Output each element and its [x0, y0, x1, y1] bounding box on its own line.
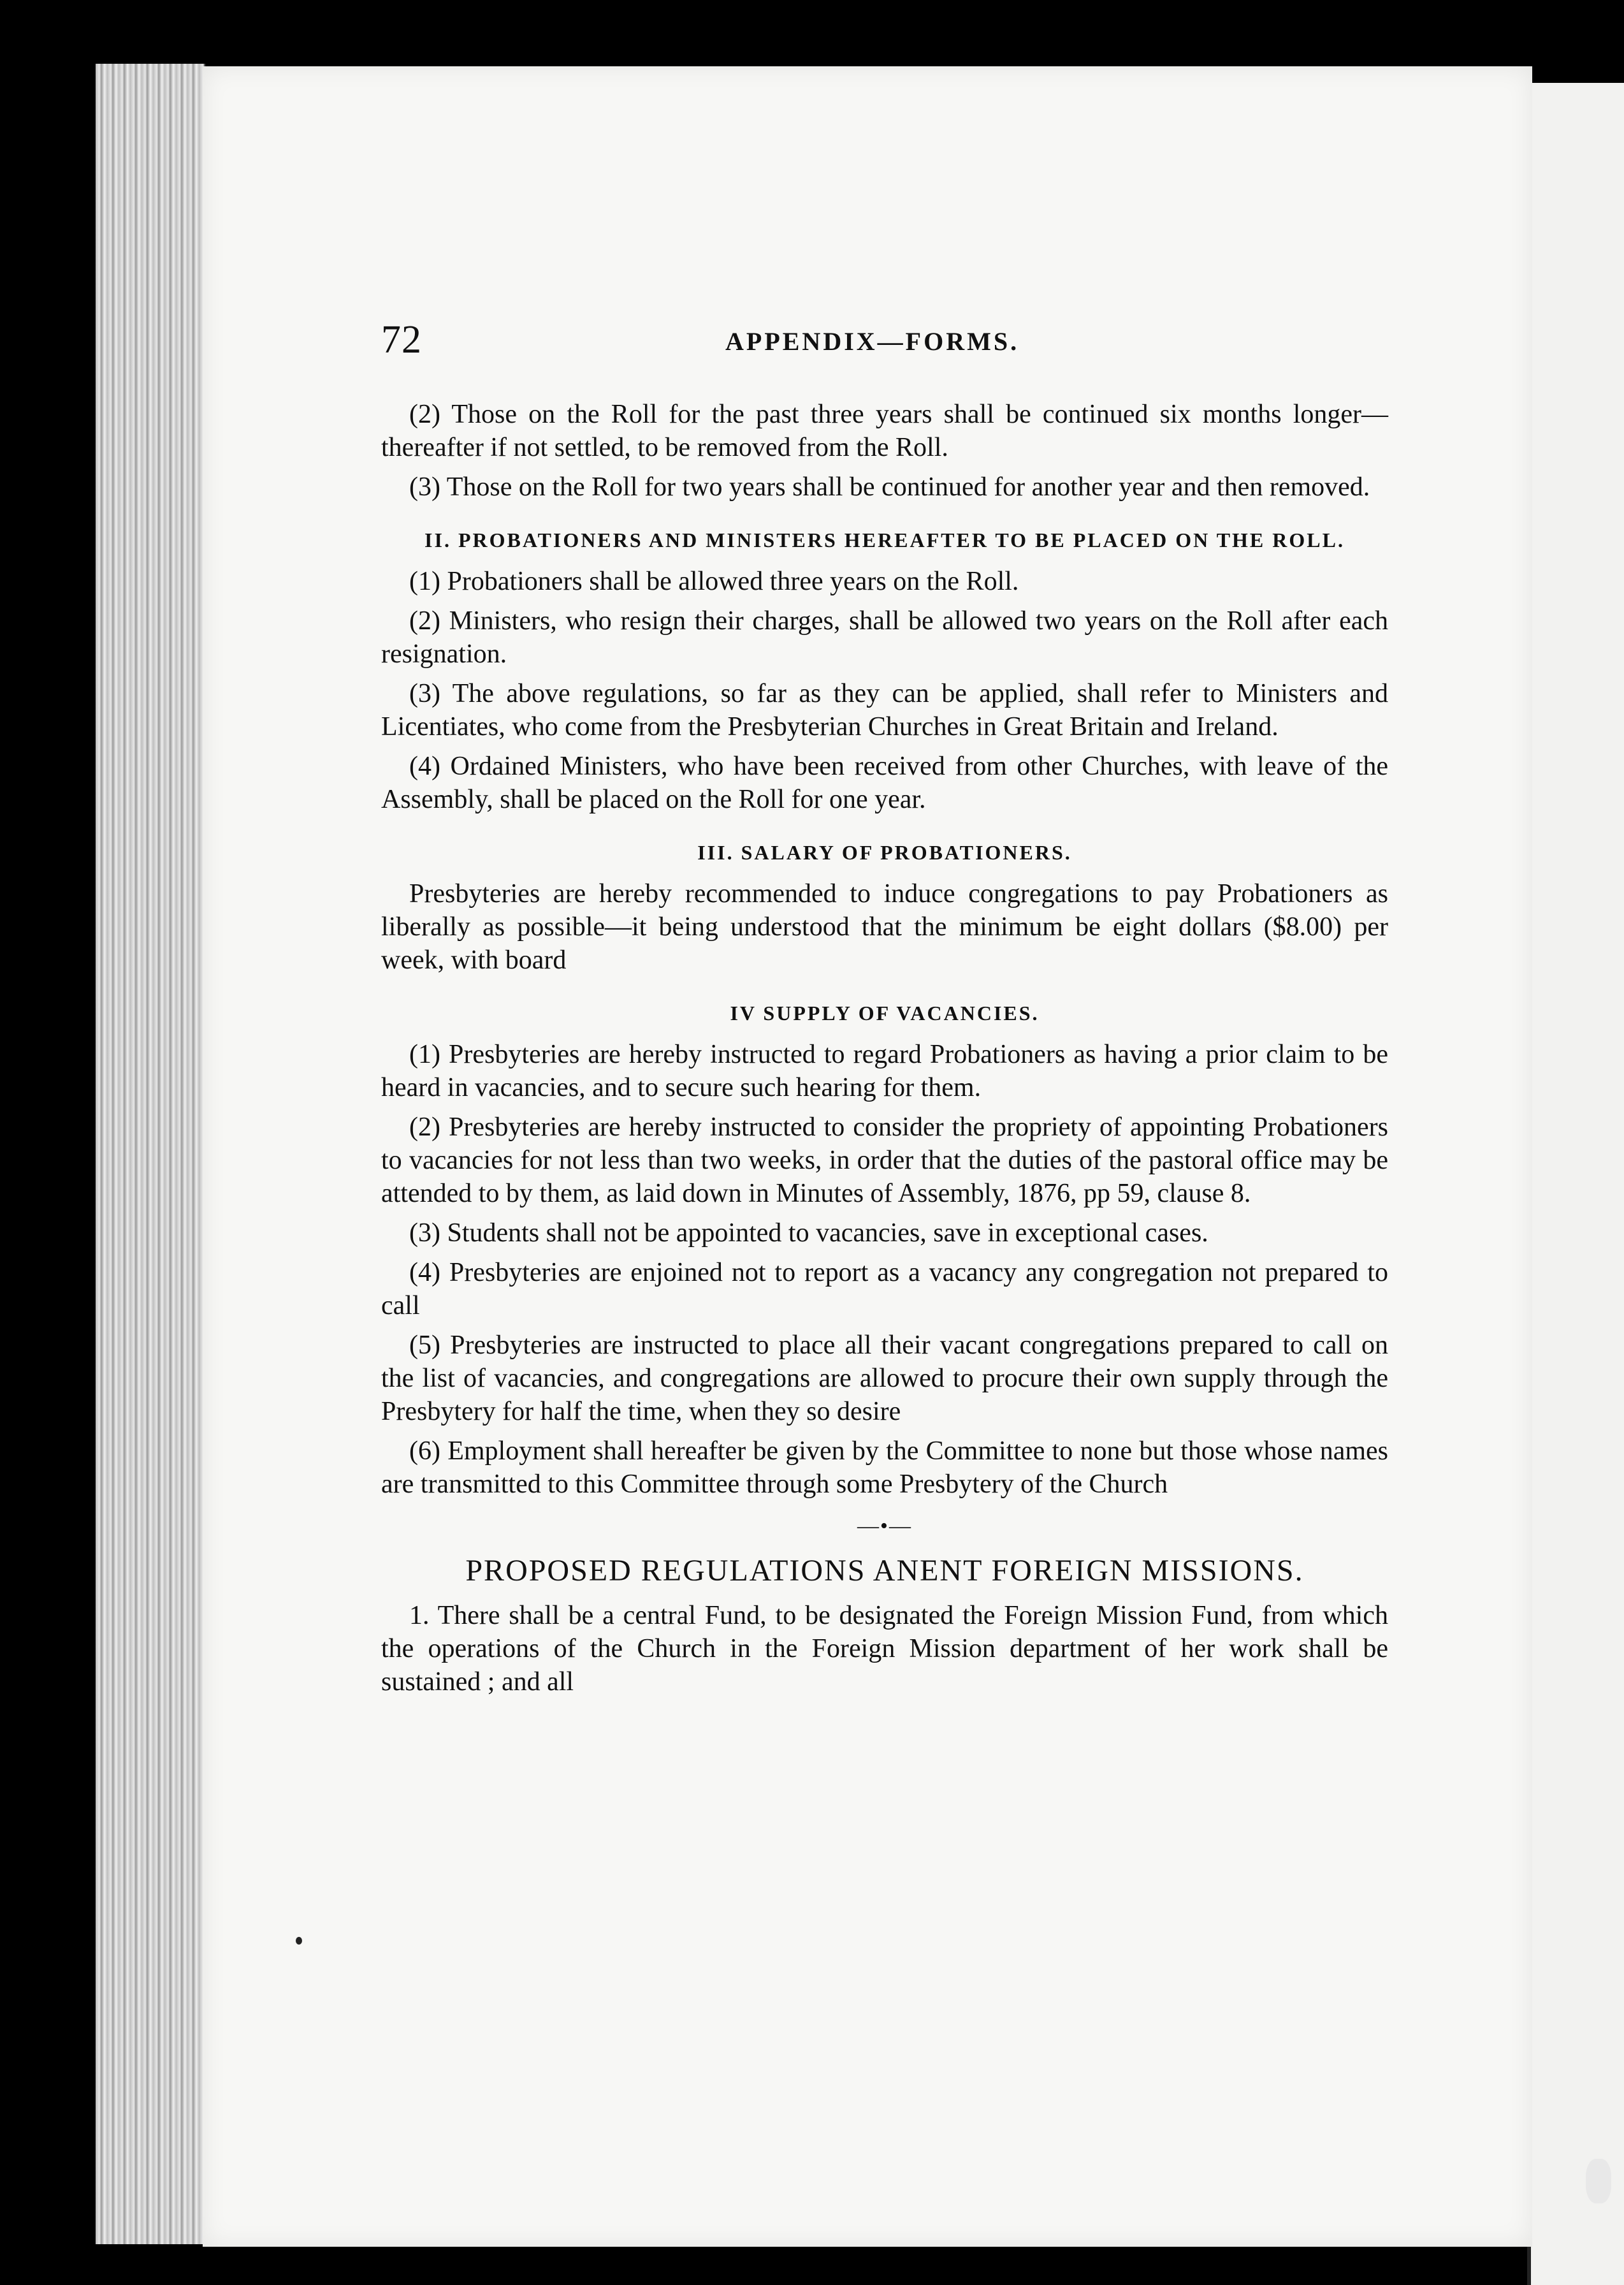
paragraph: (5) Presbyteries are instructed to place all their vacant congregations prepared to call on the list of vacancies, and congregations are allowed to procure their own supply through the Presbytery for half the time, when they so desire: [381, 1331, 1388, 1426]
paragraph: (3) Those on the Roll for two years shall be continued for another year and then removed.: [409, 472, 1370, 502]
running-head: [381, 238, 1388, 361]
paragraph: 1. There shall be a central Fund, to be designated the Foreign Mission Fund, from which the operations of the Church in the Foreign Mission department of her work shall be sustained ; and all: [381, 1601, 1388, 1697]
paragraph: (1) Presbyteries are hereby instructed to regard Probationers as having a prior claim to be heard in vacancies, and to secure such hearing for them.: [381, 1040, 1388, 1102]
page-number: 72: [381, 318, 422, 361]
paragraph: Presbyteries are hereby recommended to induce congregations to pay Probationers as liberally as possible—it being understood that the minimum be eight dollars ($8.00) per week, with board: [381, 879, 1388, 975]
paragraph: (6) Employment shall hereafter be given by the Committee to none but those whose names are transmitted to this Committee through some Presbytery of the Church: [381, 1436, 1388, 1499]
running-title: APPENDIX—FORMS.: [725, 327, 1020, 356]
section-heading: III. SALARY OF PROBATIONERS.: [697, 841, 1072, 864]
body-text: [381, 398, 1388, 1705]
section-heading: II. PROBATIONERS AND MINISTERS HEREAFTER TO BE PLACED ON THE ROLL.: [424, 529, 1345, 551]
paragraph: (2) Presbyteries are hereby instructed to consider the propriety of appointing Probationers to vacancies for not less than two weeks, in order that the duties of the pastoral office may be attended to by them, as laid down in Minutes of Assembly, 1876, pp 59, clause 8.: [381, 1113, 1388, 1208]
book-page-edges: [96, 64, 205, 2244]
paragraph: (4) Ordained Ministers, who have been received from other Churches, with leave of the Assembly, shall be placed on the Roll for one year.: [381, 752, 1388, 814]
paragraph: (1) Probationers shall be allowed three years on the Roll.: [409, 567, 1019, 596]
section-heading: IV SUPPLY OF VACANCIES.: [730, 1002, 1040, 1025]
page-content: [381, 238, 1388, 1697]
book-page: [203, 66, 1532, 2247]
ink-speck: [296, 1937, 302, 1945]
facing-page-edge: [1527, 83, 1624, 2285]
paragraph: (4) Presbyteries are enjoined not to report as a vacancy any congregation not prepared to call: [381, 1258, 1388, 1320]
paragraph: (3) The above regulations, so far as they can be applied, shall refer to Ministers and Licentiates, who come from the Presbyterian Churches in Great Britain and Ireland.: [381, 679, 1388, 741]
major-heading: PROPOSED REGULATIONS ANENT FOREIGN MISSIONS.: [465, 1554, 1304, 1588]
page-corner-mark: [1586, 2159, 1611, 2203]
paragraph: (2) Ministers, who resign their charges, shall be allowed two years on the Roll after each resignation.: [381, 606, 1388, 669]
paragraph: (3) Students shall not be appointed to vacancies, save in exceptional cases.: [409, 1218, 1208, 1248]
paragraph: (2) Those on the Roll for the past three years shall be continued six months longer—thereafter if not settled, to be removed from the Roll.: [381, 400, 1388, 462]
section-divider: —•—: [857, 1514, 912, 1538]
